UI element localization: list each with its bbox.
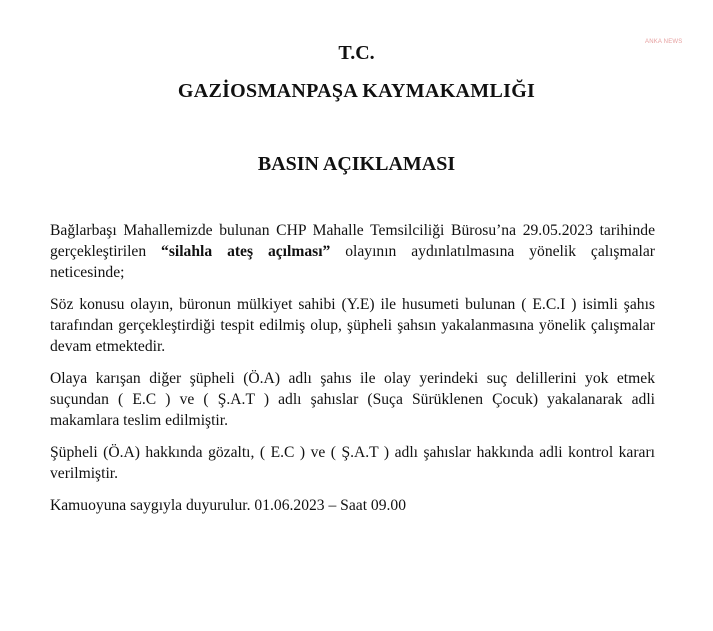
paragraph-1-intro: Bağlarbaşı Mahallemizde bulunan CHP Mahalle Temsilciliği Bürosu’na 29.05.2023 tarihinde gerçekleştirilen: [50, 222, 655, 260]
closing-line: Kamuoyuna saygıyla duyurulur. 01.06.2023 – Saat 09.00: [50, 497, 407, 514]
paragraph-2: Söz konusu olayın, büronun mülkiyet sahibi (Y.E) ile husumeti bulunan ( E.C.I ) isimli şahıs tarafından gerçekleştirdiği tespit edilmiş olup, şüpheli şahsın yakalanmasına yönelik çalışmalar devam etmektedir.: [50, 296, 655, 355]
paragraph-1-emphasis: “silahla ateş açılması”: [161, 243, 331, 260]
press-release-body: [50, 220, 655, 527]
watermark-text: ANKA NEWS: [645, 39, 683, 45]
document-title: BASIN AÇIKLAMASI: [257, 153, 456, 175]
paragraph-4: Şüpheli (Ö.A) hakkında gözaltı, ( E.C ) ve ( Ş.A.T ) adlı şahıslar hakkında adli kontrol kararı verilmiştir.: [50, 444, 655, 482]
header-country: T.C.: [338, 42, 375, 64]
paragraph-1: [50, 220, 655, 283]
header-institution: GAZİOSMANPAŞA KAYMAKAMLIĞI: [177, 80, 536, 102]
paragraph-3: Olaya karışan diğer şüpheli (Ö.A) adlı şahıs ile olay yerindeki suç delillerini yok etmek suçundan ( E.C ) ve ( Ş.A.T ) adlı şahıslar (Suça Sürüklenen Çocuk) yakalanarak adli makamlara teslim edilmiştir.: [50, 370, 655, 429]
paragraph-1-outro: olayının aydınlatılmasına yönelik çalışmalar neticesinde;: [50, 243, 655, 281]
